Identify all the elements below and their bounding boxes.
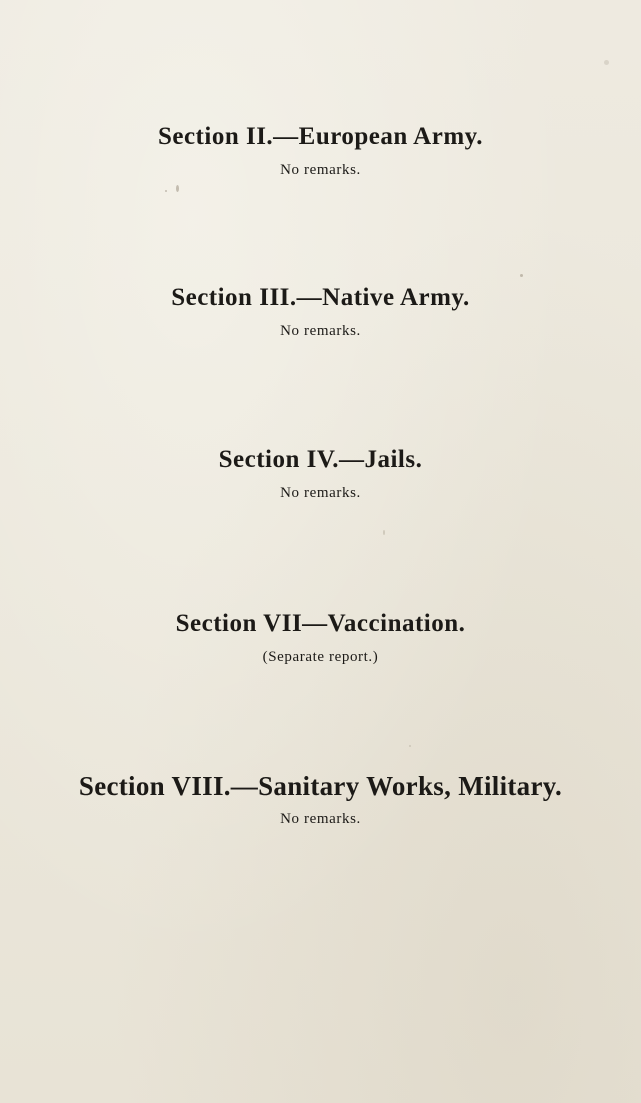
section-remark: No remarks. xyxy=(280,811,361,827)
paper-speck xyxy=(604,60,609,65)
paper-speck xyxy=(176,185,179,192)
section-remark: (Separate report.) xyxy=(262,649,379,665)
section-heading: Section VII—Vaccination. xyxy=(175,610,466,637)
paper-speck xyxy=(383,530,385,535)
paper-speck xyxy=(520,274,523,277)
section-heading: Section VIII.—Sanitary Works, Military. xyxy=(78,771,563,801)
section-heading: Section III.—Native Army. xyxy=(171,284,470,311)
section-sanitary-works-military xyxy=(0,771,641,829)
section-remark: No remarks. xyxy=(280,162,361,178)
section-european-army xyxy=(0,122,641,180)
section-jails xyxy=(0,445,641,503)
section-heading: Section II.—European Army. xyxy=(157,123,484,150)
paper-speck xyxy=(409,745,411,747)
section-remark: No remarks. xyxy=(280,323,361,339)
section-remark: No remarks. xyxy=(280,485,361,501)
section-heading: Section IV.—Jails. xyxy=(218,446,423,473)
section-vaccination xyxy=(0,609,641,667)
paper-speck xyxy=(165,190,167,192)
section-native-army xyxy=(0,283,641,341)
